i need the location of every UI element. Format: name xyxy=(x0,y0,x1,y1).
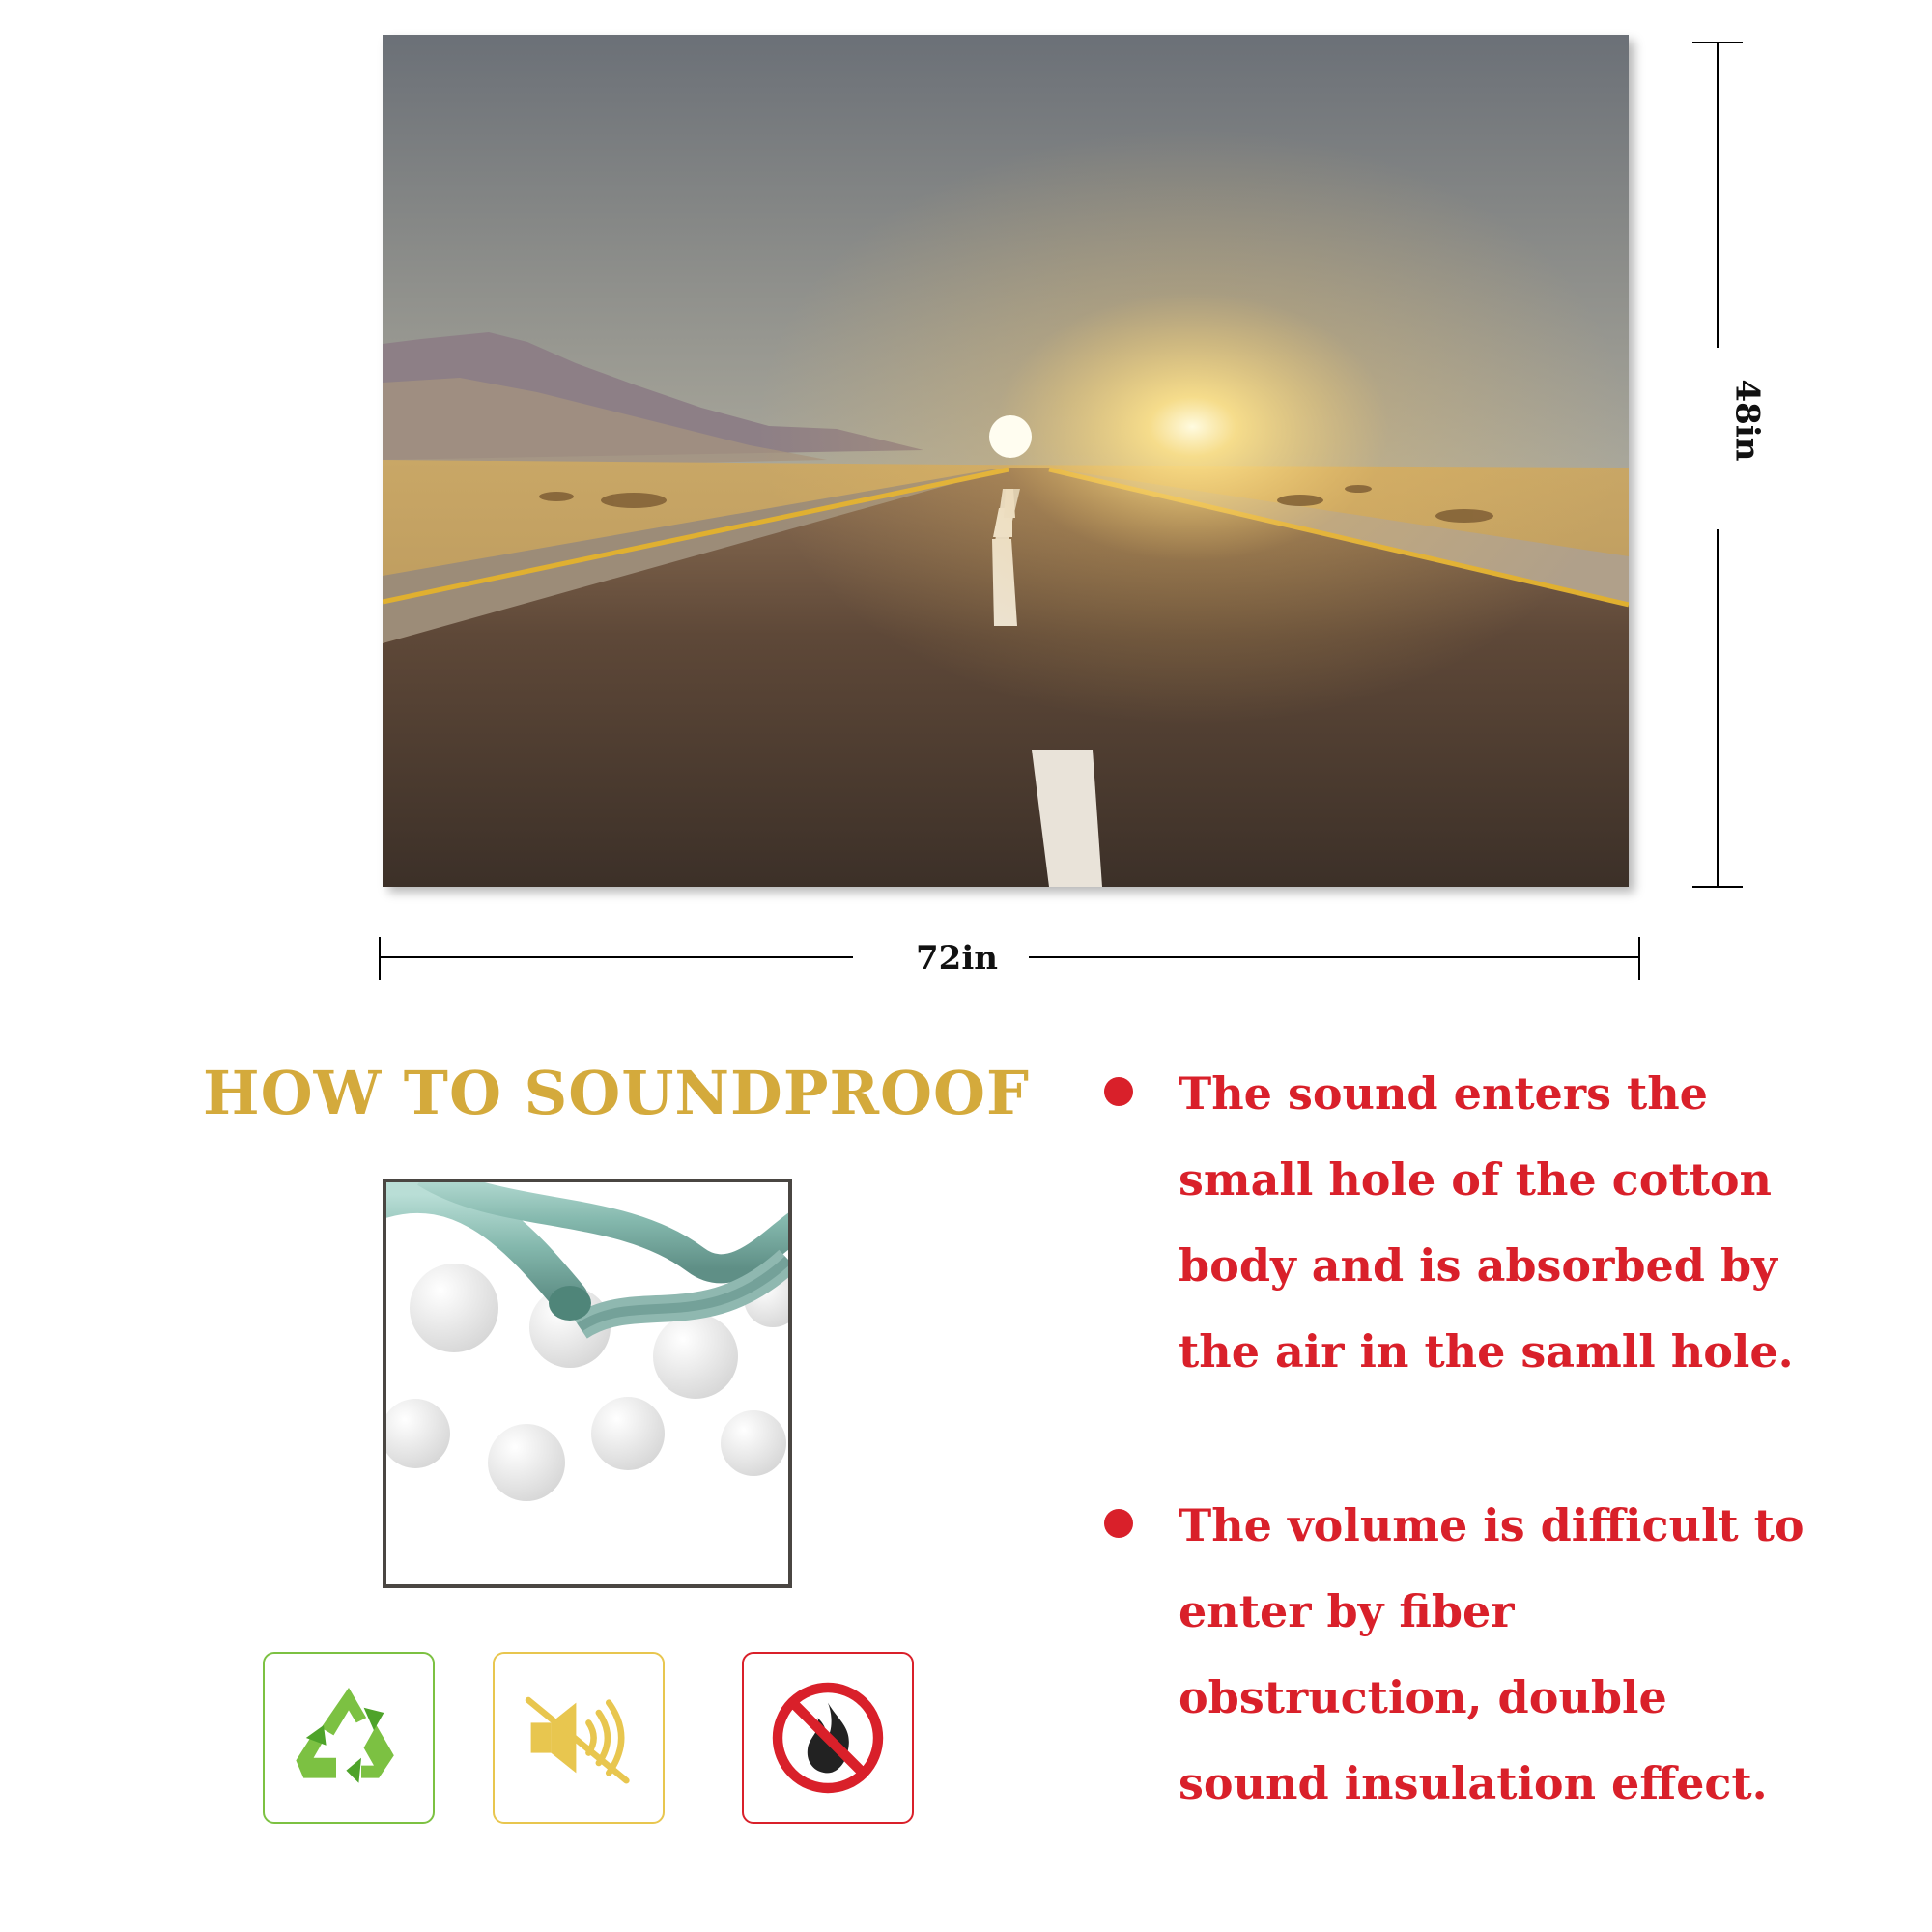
feature-flame-retardant xyxy=(742,1652,914,1824)
width-label: 72in xyxy=(916,939,998,978)
mute-speaker-icon xyxy=(516,1675,641,1801)
product-photo xyxy=(383,35,1629,887)
height-dimension-tick-bottom xyxy=(1692,886,1743,888)
width-dimension-tick-right xyxy=(1638,937,1640,980)
feature-sound-insulation xyxy=(493,1652,665,1824)
height-label: 48in xyxy=(1727,379,1767,462)
bullet-dot xyxy=(1104,1509,1133,1538)
width-dimension-tick-left xyxy=(379,937,381,980)
width-dimension-line-left xyxy=(380,956,853,958)
width-dimension-line-right xyxy=(1029,956,1639,958)
height-dimension-line-top xyxy=(1717,43,1719,348)
recycle-icon xyxy=(286,1675,412,1801)
no-fire-icon xyxy=(765,1675,891,1801)
soundproof-heading: HOW TO SOUNDPROOF xyxy=(203,1058,1030,1128)
fiber-diagram xyxy=(383,1179,792,1588)
bullet-text: The sound enters the small hole of the cotton body and is absorbed by the air in the samll hole. xyxy=(1179,1067,1794,1378)
bullet-text: The volume is difficult to enter by fiber obstruction, double sound insulation effect. xyxy=(1179,1499,1804,1809)
feature-recyclable xyxy=(263,1652,435,1824)
height-dimension-tick-top xyxy=(1692,42,1743,43)
bullet-dot xyxy=(1104,1077,1133,1106)
height-dimension-line-bottom xyxy=(1717,529,1719,887)
